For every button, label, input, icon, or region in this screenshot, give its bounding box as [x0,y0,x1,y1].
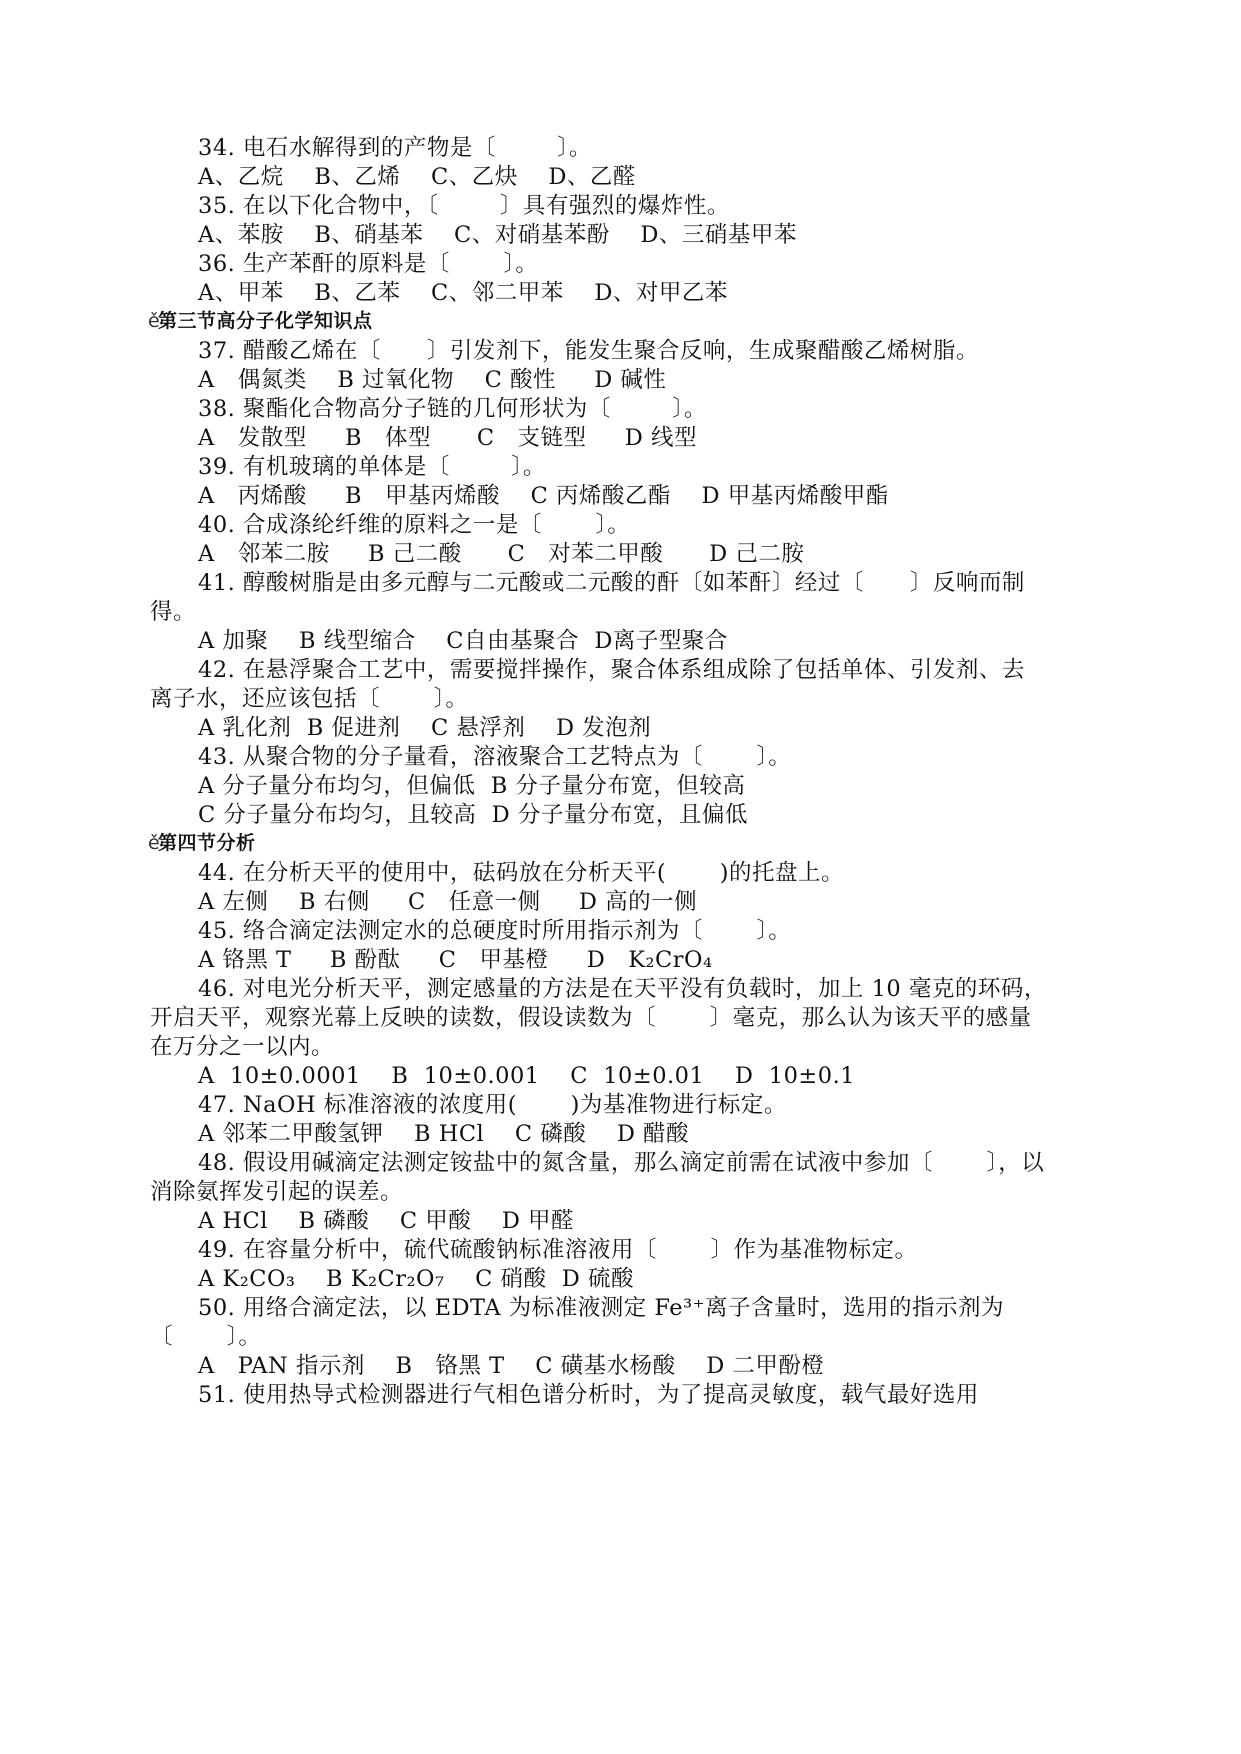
question-line: 37. 醋酸乙烯在〔 〕引发剂下，能发生聚合反响，生成聚醋酸乙烯树脂。 [198,338,979,364]
question-line: 40. 合成涤纶纤维的原料之一是〔 〕。 [198,512,631,538]
continuation-line: 在万分之一以内。 [150,1034,335,1060]
options-line: A 丙烯酸 B 甲基丙烯酸 C 丙烯酸乙酯 D 甲基丙烯酸甲酯 [198,483,889,509]
question-line: 45. 络合滴定法测定水的总硬度时所用指示剂为〔 〕。 [198,918,792,944]
options-line: A、苯胺 B、硝基苯 C、对硝基苯酚 D、三硝基甲苯 [198,222,797,248]
options-line: A 偶氮类 B 过氧化物 C 酸性 D 碱性 [198,367,667,393]
continuation-line: 消除氨挥发引起的误差。 [150,1179,404,1205]
question-line: 42. 在悬浮聚合工艺中，需要搅拌操作，聚合体系组成除了包括单体、引发剂、去 [198,657,1025,683]
question-line: 48. 假设用碱滴定法测定铵盐中的氮含量，那么滴定前需在试液中参加〔 〕，以 [198,1150,1045,1176]
question-line: 34. 电石水解得到的产物是〔 〕。 [198,135,592,161]
question-line: 43. 从聚合物的分子量看，溶液聚合工艺特点为〔 〕。 [198,744,792,770]
question-line: 46. 对电光分析天平，测定感量的方法是在天平没有负载时，加上 10 毫克的环码， [198,976,1047,1002]
question-line: 47. NaOH 标准溶液的浓度用( )为基准物进行标定。 [198,1092,787,1118]
question-line: 36. 生产苯酐的原料是〔 〕。 [198,251,539,277]
options-line: A 发散型 B 体型 C 支链型 D 线型 [198,425,697,451]
question-line: 38. 聚酯化合物高分子链的几何形状为〔 〕。 [198,396,707,422]
options-line: A 10±0.0001 B 10±0.001 C 10±0.01 D 10±0.1 [198,1063,856,1089]
section-heading [148,309,373,333]
question-line: 41. 醇酸树脂是由多元醇与二元酸或二元酸的酐〔如苯酐〕经过〔 〕反响而制 [198,570,1025,596]
continuation-line: 得。 [150,599,197,625]
continuation-line: 开启天平，观察光幕上反映的读数，假设读数为〔 〕毫克，那么认为该天平的感量 [150,1005,1032,1031]
options-line: A、乙烷 B、乙烯 C、乙炔 D、乙醛 [198,164,636,190]
continuation-line: 离子水，还应该包括〔 〕。 [150,686,469,712]
heading-text: 第四节分析 [158,832,256,854]
question-line: 50. 用络合滴定法，以 EDTA 为标准液测定 Fe³⁺离子含量时，选用的指示剂为 [198,1295,1004,1321]
options-line: A 邻苯二胺 B 己二酸 C 对苯二甲酸 D 己二胺 [198,541,805,567]
options-line: A、甲苯 B、乙苯 C、邻二甲苯 D、对甲乙苯 [198,280,728,306]
options-line: A HCl B 磷酸 C 甲酸 D 甲醛 [198,1208,575,1234]
options-line: A PAN 指示剂 B 铬黑 T C 磺基水杨酸 D 二甲酚橙 [198,1353,825,1379]
heading-marker: ě [148,310,161,332]
options-line: A K₂CO₃ B K₂Cr₂O₇ C 硝酸 D 硫酸 [198,1266,634,1292]
continuation-line: 〔 〕。 [150,1324,262,1350]
question-line: 49. 在容量分析中，硫代硫酸钠标准溶液用〔 〕作为基准物标定。 [198,1237,918,1263]
heading-marker: ě [148,832,161,854]
options-line: A 左侧 B 右侧 C 任意一侧 D 高的一侧 [198,889,698,915]
options-line: A 邻苯二甲酸氢钾 B HCl C 磷酸 D 醋酸 [198,1121,690,1147]
question-line: 44. 在分析天平的使用中，砝码放在分析天平( )的托盘上。 [198,860,845,886]
options-line: A 分子量分布均匀，但偏低 B 分子量分布宽，但较高 [198,773,746,799]
options-line: A 铬黑 T B 酚酞 C 甲基橙 D K₂CrO₄ [198,947,713,973]
section-heading [148,831,256,855]
options-line: A 乳化剂 B 促进剂 C 悬浮剂 D 发泡剂 [198,715,652,741]
options-line: A 加聚 B 线型缩合 C自由基聚合 D离子型聚合 [198,628,728,654]
question-line: 35. 在以下化合物中，〔 〕具有强烈的爆炸性。 [198,193,730,219]
question-line: 51. 使用热导式检测器进行气相色谱分析时，为了提高灵敏度，载气最好选用 [198,1382,979,1408]
question-line: 39. 有机玻璃的单体是〔 〕。 [198,454,546,480]
options-line: C 分子量分布均匀，且较高 D 分子量分布宽，且偏低 [198,802,748,828]
heading-text: 第三节高分子化学知识点 [158,310,373,332]
